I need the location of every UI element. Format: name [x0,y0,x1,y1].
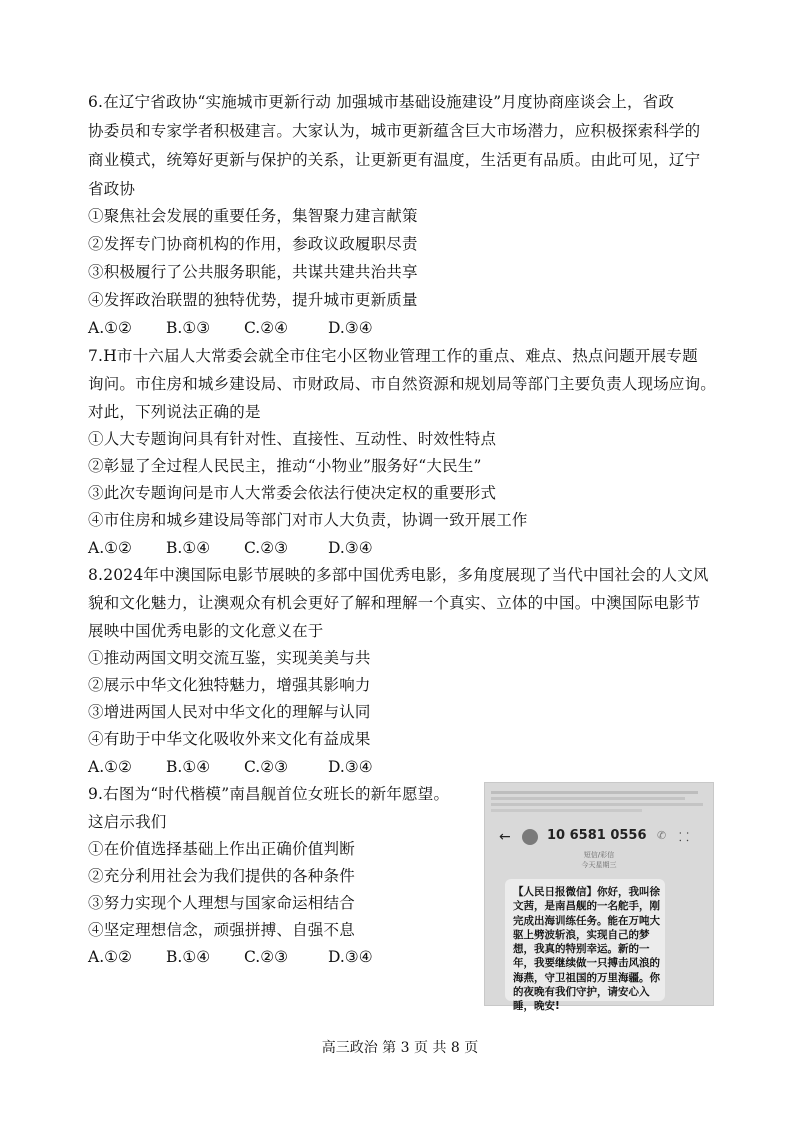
q8-stem-line: 貌和文化魅力，让澳观众有机会更好了解和理解一个真实、立体的中国。中澳国际电影节 [88,594,701,612]
q9-answer-d: D.③④ [328,948,373,966]
q6-answer-b: B.①③ [166,319,211,337]
q8-stem-line: 展映中国优秀电影的文化意义在于 [88,622,324,640]
q7-option: ①人大专题询问具有针对性、直接性、互动性、时效性特点 [88,430,497,448]
q8-answer-choices [88,754,373,780]
q9-stem-line: 9.右图为“时代楷模”南昌舰首位女班长的新年愿望。 [88,785,450,803]
q7-stem-line: 对此，下列说法正确的是 [88,403,261,421]
q6-stem-line: 省政协 [88,180,136,198]
message-line: 的夜晚有我们守护，请安心入 [513,986,650,999]
message-line: 想，我真的特别幸运。新的一 [513,943,650,956]
q8-answer-b: B.①④ [166,758,211,776]
back-arrow-icon: ← [499,829,511,845]
expand-icon: ⸬ [679,830,689,844]
q6-option: ④发挥政治联盟的独特优势，提升城市更新质量 [88,291,418,309]
q7-answer-d: D.③④ [328,539,373,557]
q9-answer-b: B.①④ [166,948,211,966]
phone-icon: ✆ [657,829,667,842]
q6-option: ①聚焦社会发展的重要任务，集智聚力建言献策 [88,207,418,225]
q6-answer-choices [88,315,373,341]
message-bubble [505,879,665,1013]
sms-header [485,823,713,875]
q7-option: ③此次专题询问是市人大常委会依法行使决定权的重要形式 [88,484,497,502]
q8-answer-a: A.①② [88,758,132,776]
date-label: 今天星期三 [581,861,617,869]
q7-stem-line: 7.H市十六届人大常委会就全市住宅小区物业管理工作的重点、难点、热点问题开展专题 [88,347,698,365]
q6-answer-d: D.③④ [328,319,373,337]
q6-stem-line: 商业模式，统筹好更新与保护的关系，让更新更有温度，生活更有品质。由此可见，辽宁 [88,151,701,169]
q9-answer-a: A.①② [88,948,132,966]
q6-stem-line: 协委员和专家学者积极建言。大家认为，城市更新蕴含巨大市场潜力，应积极探索科学的 [88,122,701,140]
q9-stem-line: 这启示我们 [88,813,167,831]
q8-answer-c: C.②③ [244,758,289,776]
message-type-label: 短信/彩信 [583,851,615,859]
sender-number: 10 6581 0556 [547,828,647,843]
q8-option: ④有助于中华文化吸收外来文化有益成果 [88,730,371,748]
message-line: 完成出海训练任务。能在万吨大 [513,914,660,927]
message-line: 【人民日报微信】你好，我叫徐 [513,886,660,898]
q6-stem-line: 6.在辽宁省政协“实施城市更新行动 加强城市基础设施建设”月度协商座谈会上，省政 [88,93,675,111]
message-line: 睡，晚安! [513,1000,560,1013]
q7-option: ②彰显了全过程人民民主，推动“小物业”服务好“大民生” [88,457,482,475]
q6-answer-c: C.②④ [244,319,289,337]
q8-option: ③增进两国人民对中华文化的理解与认同 [88,703,371,721]
avatar-icon [522,829,538,845]
q9-option: ①在价值选择基础上作出正确价值判断 [88,840,355,858]
q9-answer-choices [88,944,373,970]
q9-option: ③努力实现个人理想与国家命运相结合 [88,894,355,912]
q7-stem-line: 询问。市住房和城乡建设局、市财政局、市自然资源和规划局等部门主要负责人现场应询。 [88,375,717,393]
sms-screenshot-figure [484,782,714,1013]
q7-answer-a: A.①② [88,539,132,557]
q7-answer-choices [88,535,373,561]
q9-answer-c: C.②③ [244,948,289,966]
q7-option: ④市住房和城乡建设局等部门对市人大负责，协调一致开展工作 [88,511,528,529]
blurred-header-text [491,787,707,821]
q8-option: ②展示中华文化独特魅力，增强其影响力 [88,676,371,694]
message-line: 海燕，守卫祖国的万里海疆。你 [513,971,660,984]
q8-stem-line: 8.2024年中澳国际电影节展映的多部中国优秀电影，多角度展现了当代中国社会的人文风 [88,566,709,584]
message-line: 文茜，是南昌舰的一名舵手，刚 [513,900,660,913]
q8-answer-d: D.③④ [328,758,373,776]
q6-answer-a: A.①② [88,319,132,337]
q9-option: ②充分利用社会为我们提供的各种条件 [88,867,355,885]
q6-option: ③积极履行了公共服务职能，共谋共建共治共享 [88,263,418,281]
message-line: 年，我要继续做一只搏击风浪的 [513,957,660,970]
page-footer: 高三政治 第 3 页 共 8 页 [321,1040,479,1056]
q7-answer-c: C.②③ [244,539,289,557]
message-line: 驱上劈波斩浪，实现自己的梦 [513,928,650,941]
q8-option: ①推动两国文明交流互鉴，实现美美与共 [88,649,371,667]
q7-answer-b: B.①④ [166,539,211,557]
q9-option: ④坚定理想信念，顽强拼搏、自强不息 [88,921,355,939]
q6-option: ②发挥专门协商机构的作用，参政议政履职尽责 [88,235,418,253]
